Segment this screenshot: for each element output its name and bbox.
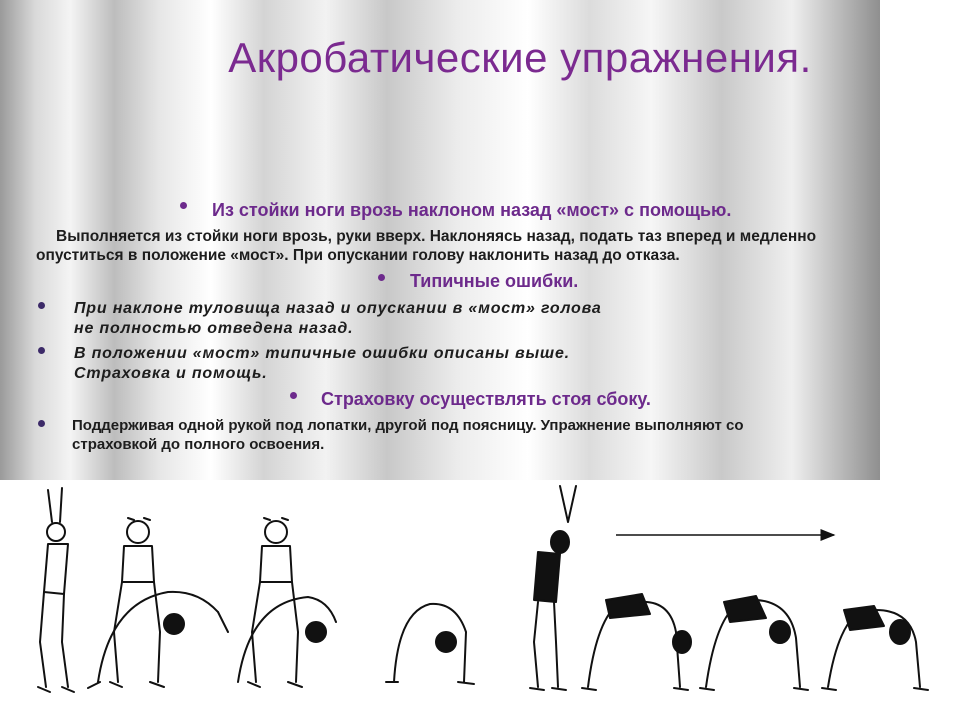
silhouette-bridge xyxy=(822,606,928,690)
description-line-2: опуститься в положение «мост». При опускании голову наклонить назад до отказа. xyxy=(36,247,680,264)
figure-bridge xyxy=(386,604,474,684)
figure-assist-2 xyxy=(238,518,336,687)
illustration-bridge-sequence xyxy=(510,482,950,718)
description-line-1: Выполняется из стойки ноги врозь, руки вверх. Наклоняясь назад, подать таз вперед и медленно xyxy=(56,228,817,245)
bullet-dot xyxy=(290,392,297,399)
assisted-bridge-drawing xyxy=(18,482,494,718)
bridge-sequence-drawing xyxy=(510,482,950,718)
bullet-dot xyxy=(38,347,45,354)
silhouette-standing xyxy=(530,486,576,690)
silhouette-arching xyxy=(700,596,808,690)
bullet-dot xyxy=(378,274,385,281)
heading-bridge: Из стойки ноги врозь наклоном назад «мост» с помощью. xyxy=(212,200,732,220)
silhouette-bending xyxy=(582,594,691,690)
figure-assist-1 xyxy=(88,518,228,688)
spotting-line-2: страховкой до полного освоения. xyxy=(72,436,325,453)
bullet-dot xyxy=(38,420,45,427)
spotting-line-1: Поддерживая одной рукой под лопатки, другой под поясницу. Упражнение выполняют со xyxy=(72,417,744,434)
illustration-assisted-bridge xyxy=(18,482,494,718)
heading-spotting: Страховку осуществлять стоя сбоку. xyxy=(321,389,651,409)
bullet-dot xyxy=(180,202,187,209)
error-1-line-1: При наклоне туловища назад и опускании в «мост» голова xyxy=(74,300,602,317)
heading-errors: Типичные ошибки. xyxy=(410,271,579,291)
figure-standing xyxy=(38,488,74,692)
error-2-line-1: В положении «мост» типичные ошибки описаны выше. xyxy=(74,345,570,362)
error-1-line-2: не полностью отведена назад. xyxy=(74,320,354,337)
slide-title: Акробатические упражнения. xyxy=(228,34,812,81)
error-2-line-2: Страховка и помощь. xyxy=(74,365,268,382)
bullet-dot xyxy=(38,302,45,309)
